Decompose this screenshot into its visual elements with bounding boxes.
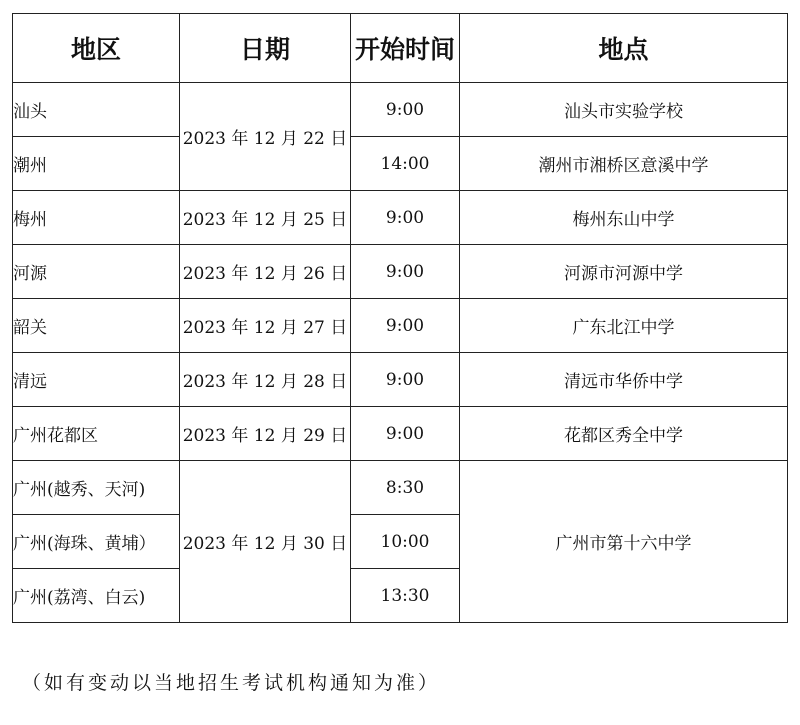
- header-venue: 地点: [460, 14, 788, 83]
- date-cell: 2023 年 12 月 26 日: [180, 245, 351, 299]
- region-cell: 韶关: [13, 299, 180, 353]
- time-cell: 13:30: [351, 569, 460, 623]
- table-row: [13, 191, 788, 245]
- table-row: [13, 353, 788, 407]
- time-cell: 9:00: [351, 191, 460, 245]
- region-cell: 广州(越秀、天河): [13, 461, 180, 515]
- header-region: 地区: [13, 14, 180, 83]
- table-row: [13, 83, 788, 137]
- region-cell: 清远: [13, 353, 180, 407]
- time-cell: 9:00: [351, 245, 460, 299]
- date-cell: 2023 年 12 月 28 日: [180, 353, 351, 407]
- time-cell: 9:00: [351, 299, 460, 353]
- time-cell: 9:00: [351, 407, 460, 461]
- region-cell: 梅州: [13, 191, 180, 245]
- table-row: [13, 245, 788, 299]
- venue-cell: 花都区秀全中学: [460, 407, 788, 461]
- region-cell: 潮州: [13, 137, 180, 191]
- venue-cell: 潮州市湘桥区意溪中学: [460, 137, 788, 191]
- time-cell: 10:00: [351, 515, 460, 569]
- region-cell: 广州花都区: [13, 407, 180, 461]
- date-cell: 2023 年 12 月 25 日: [180, 191, 351, 245]
- venue-cell: 广州市第十六中学: [460, 461, 788, 623]
- time-cell: 9:00: [351, 83, 460, 137]
- venue-cell: 广东北江中学: [460, 299, 788, 353]
- table-row: [13, 137, 788, 191]
- header-row: [13, 14, 788, 83]
- time-cell: 14:00: [351, 137, 460, 191]
- time-cell: 9:00: [351, 353, 460, 407]
- date-cell: 2023 年 12 月 29 日: [180, 407, 351, 461]
- date-cell: 2023 年 12 月 22 日: [180, 83, 351, 191]
- venue-cell: 汕头市实验学校: [460, 83, 788, 137]
- region-cell: 汕头: [13, 83, 180, 137]
- region-cell: 河源: [13, 245, 180, 299]
- table-row: [13, 461, 788, 515]
- venue-cell: 梅州东山中学: [460, 191, 788, 245]
- venue-cell: 清远市华侨中学: [460, 353, 788, 407]
- schedule-table: [12, 13, 788, 623]
- date-cell: 2023 年 12 月 27 日: [180, 299, 351, 353]
- table-row: [13, 407, 788, 461]
- header-start-time: 开始时间: [351, 14, 460, 83]
- region-cell: 广州(荔湾、白云): [13, 569, 180, 623]
- time-cell: 8:30: [351, 461, 460, 515]
- header-date: 日期: [180, 14, 351, 83]
- footnote: （如有变动以当地招生考试机构通知为准）: [22, 672, 441, 694]
- date-cell: 2023 年 12 月 30 日: [180, 461, 351, 623]
- venue-cell: 河源市河源中学: [460, 245, 788, 299]
- table-row: [13, 299, 788, 353]
- region-cell: 广州(海珠、黄埔）: [13, 515, 180, 569]
